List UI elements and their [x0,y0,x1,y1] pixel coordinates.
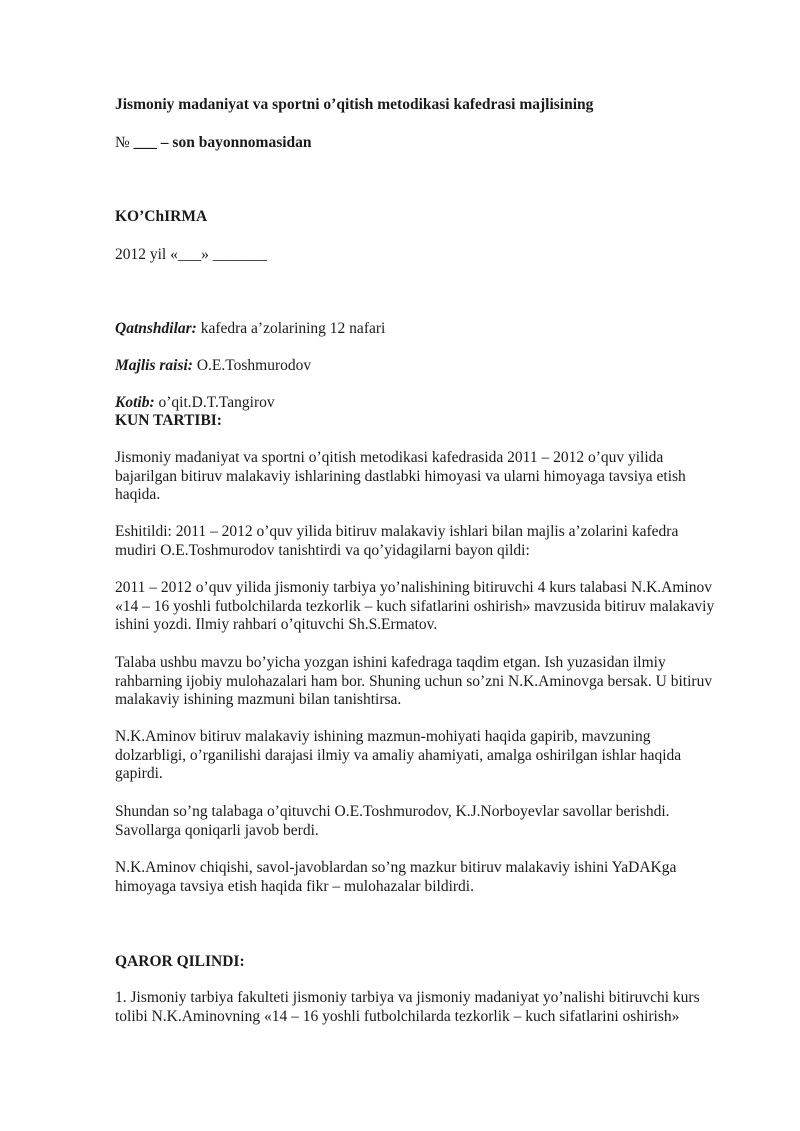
participants-value: kafedra a’zolarining 12 nafari [196,320,386,337]
thesis-paragraph [115,579,715,635]
chair-line [115,356,311,375]
questions-paragraph [115,803,715,840]
presentation-paragraph [115,728,715,784]
paragraph-line: himoyaga tavsiya etish haqida fikr – mulohazalar bildirdi. [115,877,474,895]
protocol-number-line [115,133,312,152]
paragraph-line: Talaba ushbu mavzu bo’yicha yozgan ishini kafedraga taqdim etgan. Ish yuzasidan ilmiy [115,654,666,671]
participants-label: Qatnshdilar: [115,320,197,337]
paragraph-line: mudiri O.E.Toshmurodov tanishtirdi va qo’yidagilarni bayon qildi: [115,541,530,559]
paragraph-line: ishini yozdi. Ilmiy rahbari o’qituvchi Sh.S.Ermatov. [115,616,438,633]
submission-paragraph [115,654,715,710]
paragraph-line: «14 – 16 yoshli futbolchilarda tezkorlik – kuch sifatlarini oshirish» mavzusida bitiruv malakaviy [115,597,715,615]
protocol-subtitle: – son bayonnomasidan [156,134,312,151]
chair-value: O.E.Toshmurodov [192,357,312,374]
paragraph-line: 2011 – 2012 o’quv yilida jismoniy tarbiya yo’nalishining bitiruvchi 4 kurs talabasi N.K.Aminov [115,579,712,596]
decision-heading: QAROR QILINDI: [115,953,245,970]
participants-line [115,319,385,338]
decision-paragraph [115,989,715,1026]
extract-heading: KO’ChIRMA [115,208,208,225]
extract-date: 2012 yil «___» _______ [115,246,267,263]
secretary-label: Kotib: [115,394,155,411]
paragraph-line: Jismoniy madaniyat va sportni o’qitish metodikasi kafedrasida 2011 – 2012 o’quv yilida [115,449,664,466]
agenda-paragraph [115,449,715,505]
paragraph-line: bajarilgan bitiruv malakaviy ishlarining dastlabki himoyasi va ularni himoyaga tavsiya etish [115,467,686,485]
paragraph-line: N.K.Aminov chiqishi, savol-javoblardan so’ng mazkur bitiruv malakaviy ishini YaDAKga [115,859,677,876]
document-title: Jismoniy madaniyat va sportni o’qitish metodikasi kafedrasi majlisining [115,96,594,113]
heard-paragraph [115,523,715,560]
recommendation-paragraph [115,859,715,896]
paragraph-line: gapirdi. [115,765,163,782]
paragraph-line: 1. Jismoniy tarbiya fakulteti jismoniy tarbiya va jismoniy madaniyat yo’nalishi bitiruvchi kurs [115,989,700,1006]
agenda-heading: KUN TARTIBI: [115,412,222,429]
chair-label: Majlis raisi: [115,357,193,374]
paragraph-line: malakaviy ishining mazmuni bilan tanishtirsa. [115,691,402,708]
paragraph-line: Savollarga qoniqarli javob berdi. [115,821,319,839]
number-sign: № [115,134,130,151]
secretary-value: o’qit.D.T.Tangirov [154,394,275,411]
paragraph-line: dolzarbligi, o’rganilishi darajasi ilmiy va amaliy ahamiyati, amalga oshirilgan ishlar haqida [115,746,682,764]
paragraph-line: haqida. [115,486,161,503]
paragraph-line: tolibi N.K.Aminovning «14 – 16 yoshli futbolchilarda tezkorlik – kuch sifatlarini oshirish» [115,1007,680,1025]
paragraph-line: Eshitildi: 2011 – 2012 o’quv yilida bitiruv malakaviy ishlari bilan majlis a’zolarini kafedra [115,523,679,540]
paragraph-line: Shundan so’ng talabaga o’qituvchi O.E.Toshmurodov, K.J.Norboyevlar savollar berishdi. [115,803,670,820]
secretary-line [115,393,275,412]
paragraph-line: N.K.Aminov bitiruv malakaviy ishining mazmun-mohiyati haqida gapirib, mavzuning [115,728,651,745]
number-blank: ___ [133,134,157,151]
paragraph-line: rahbarning ijobiy mulohazalari ham bor. Shuning uchun so’zni N.K.Aminovga bersak. U bitiruv [115,672,713,690]
